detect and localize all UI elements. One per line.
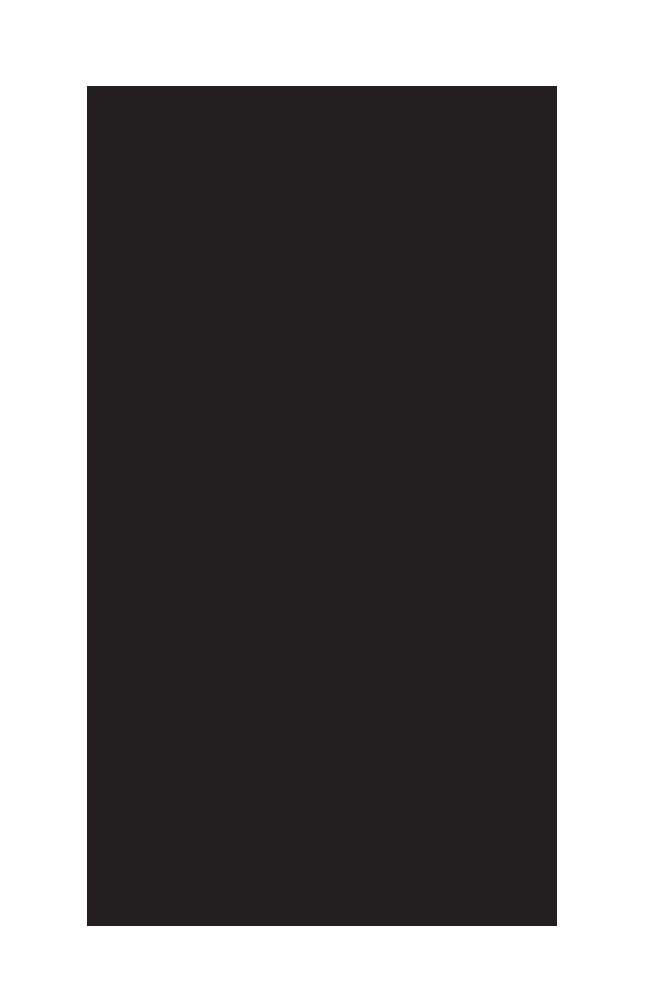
dark-rectangle [87,86,557,926]
